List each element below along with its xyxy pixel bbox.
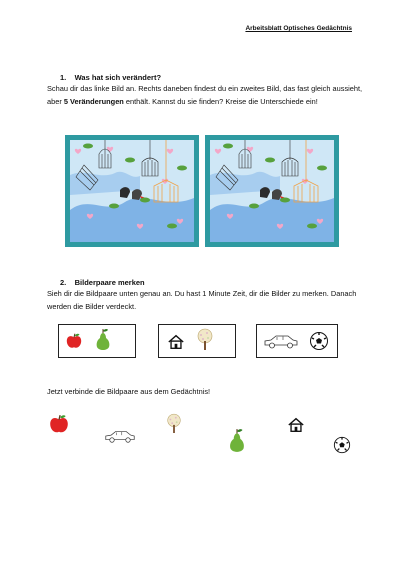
car-icon [263,333,299,349]
car-icon[interactable] [104,428,136,444]
original-picture [65,135,199,247]
soccer-ball-icon[interactable] [333,436,351,454]
worksheet-title: Arbeitsblatt Optisches Gedächtnis [245,25,352,32]
connect-instructions: Jetzt verbinde die Bildpaare aus dem Gedächtnis! [47,387,211,396]
tree-icon [195,328,215,352]
section1-instructions [47,83,367,108]
pear-icon [93,328,113,352]
apple-icon[interactable] [48,413,70,435]
section1-heading [60,73,161,82]
section1-text-end: enthält. Kannst du sie finden? Kreise die Unterschiede ein! [123,96,318,106]
section2-title: Bilderpaare merken [74,278,145,287]
pair-card-1 [58,324,136,358]
pair-card-2 [158,324,236,358]
soccer-ball-icon [309,331,329,351]
apple-icon [65,332,83,350]
house-icon[interactable] [287,416,305,434]
pear-icon[interactable] [226,428,248,454]
section1-text-start: Schau dir das linke Bild an. Rechts daneben findest du ein zweites Bild, das fast gleich aussieht, aber [47,84,363,106]
section1-title: Was hat sich verändert? [74,73,162,82]
house-icon [167,333,185,351]
changed-picture[interactable] [205,135,339,247]
section2-heading [60,278,145,287]
section2-number: 2. [60,278,67,287]
birdcage-scene-right [210,140,334,242]
section1-number: 1. [60,73,67,82]
section2-instructions: Sieh dir die Bildpaare unten genau an. Du hast 1 Minute Zeit, dir die Bilder zu merken. Danach werden die Bilder verdeckt. [47,289,357,311]
birdcage-scene-left [70,140,194,242]
section1-text-bold: 5 Veränderungen [63,96,124,106]
pair-card-3 [256,324,338,358]
tree-icon[interactable] [165,413,183,435]
